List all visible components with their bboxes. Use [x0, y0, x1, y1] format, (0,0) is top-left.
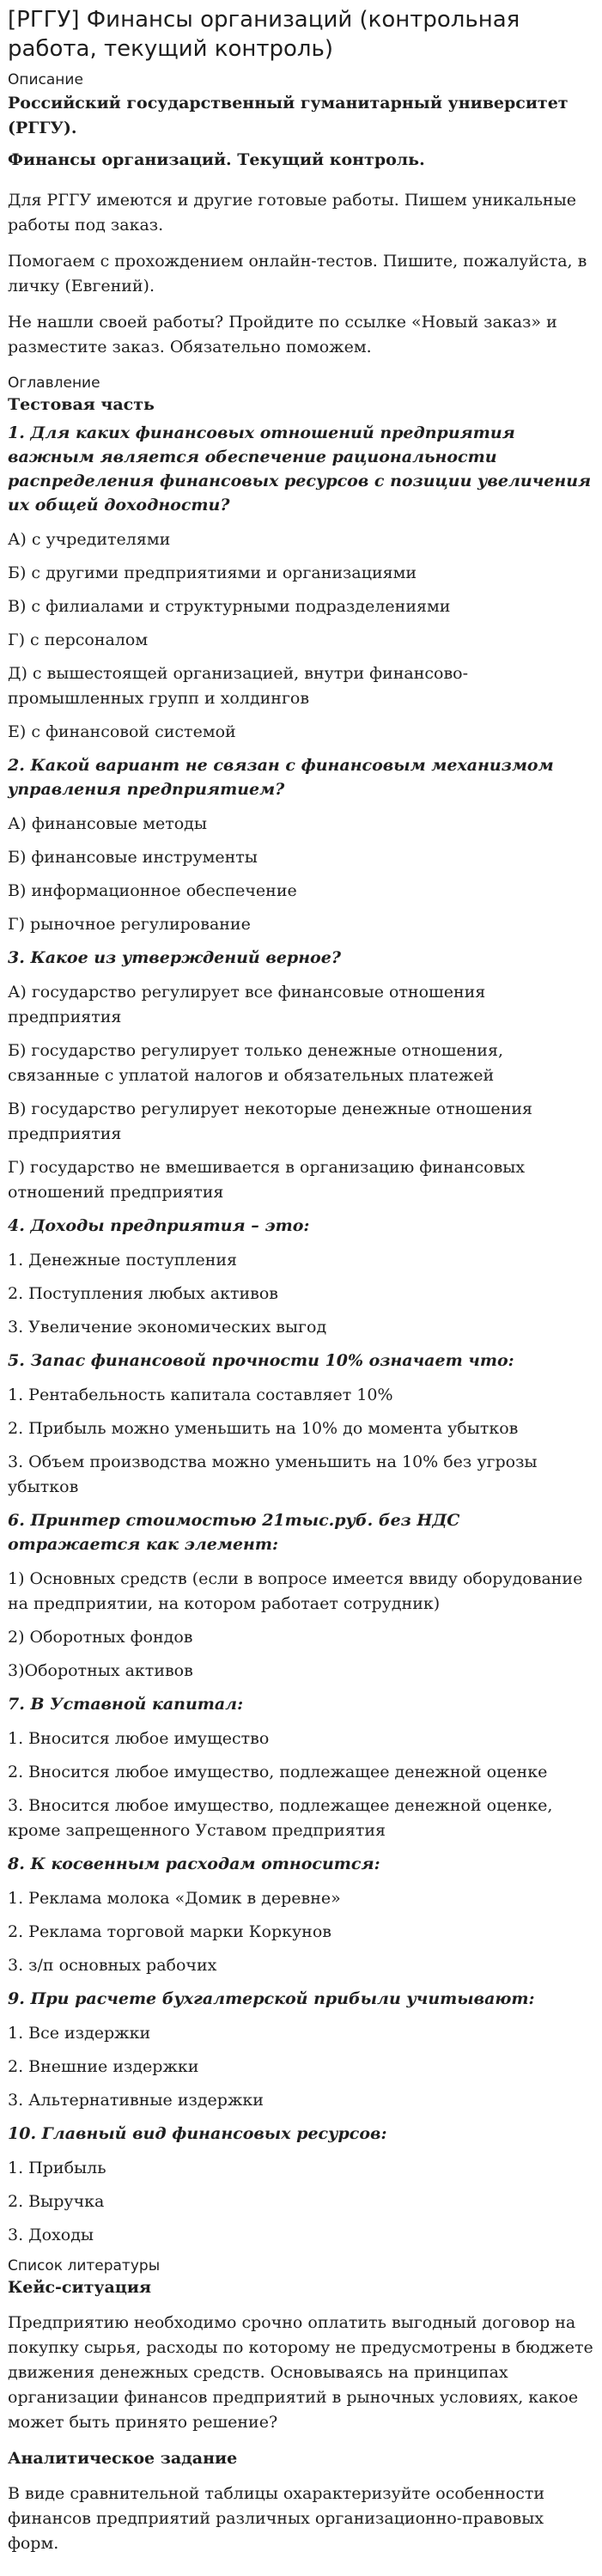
answer-option: 3. Увеличение экономических выгод — [8, 1318, 327, 1337]
answer-option: 2. Внешние издержки — [8, 2057, 199, 2076]
answer-option: Б) государство регулирует только денежные отношения, связанные с уплатой налогов и обязательных платежей — [8, 1041, 503, 1085]
answer-option: Б) с другими предприятиями и организациями — [8, 563, 417, 582]
answer-option: 1. Прибыль — [8, 2159, 106, 2177]
subject-line: Финансы организаций. Текущий контроль. — [8, 150, 425, 169]
answer-option: 3. Альтернативные издержки — [8, 2091, 264, 2110]
answer-option: 2. Поступления любых активов — [8, 1284, 278, 1303]
answer-option: А) с учредителями — [8, 530, 171, 549]
answer-option: А) государство регулирует все финансовые отношения предприятия — [8, 983, 486, 1026]
answer-option: Е) с финансовой системой — [8, 722, 236, 741]
answer-option: В) с филиалами и структурными подразделениями — [8, 597, 451, 616]
answer-option: Г) рыночное регулирование — [8, 915, 251, 934]
question-text: 8. К косвенным расходам относится: — [8, 1854, 380, 1873]
answer-option: 3. Доходы — [8, 2226, 94, 2244]
answer-option: Г) с персоналом — [8, 630, 149, 649]
answer-option: А) финансовые методы — [8, 814, 208, 833]
answer-option: Г) государство не вмешивается в организацию финансовых отношений предприятия — [8, 1158, 526, 1202]
page-title: [РГГУ] Финансы организаций (контрольная работа, текущий контроль) — [8, 7, 520, 62]
question-text: 2. Какой вариант не связан с финансовым механизмом управления предприятием? — [8, 756, 554, 799]
answer-option: 2) Оборотных фондов — [8, 1628, 193, 1647]
answer-option: 1. Все издержки — [8, 2024, 151, 2043]
university-line: Российский государственный гуманитарный университет (РГГУ). — [8, 94, 569, 137]
answer-option: Б) финансовые инструменты — [8, 848, 258, 867]
answer-option: 1. Денежные поступления — [8, 1251, 238, 1270]
answer-option: 2. Реклама торговой марки Коркунов — [8, 1922, 331, 1941]
answer-option: Д) с вышестоящей организацией, внутри финансово-промышленных групп и холдингов — [8, 664, 469, 708]
question-text: 3. Какое из утверждений верное? — [8, 948, 341, 967]
test-part-heading: Тестовая часть — [8, 395, 155, 414]
description-paragraph: Помогаем с прохождением онлайн-тестов. Пишите, пожалуйста, в личку (Евгений). — [8, 252, 587, 295]
question-text: 7. В Уставной капитал: — [8, 1695, 244, 1714]
description-paragraph: Для РГГУ имеются и другие готовые работы. Пишем уникальные работы под заказ. — [8, 191, 576, 234]
analytic-text: В виде сравнительной таблицы охарактеризуйте особенности финансов предприятий различных организационно-правовых форм. — [8, 2484, 545, 2553]
answer-option: 3. Объем производства можно уменьшить на 10% без угрозы убытков — [8, 1452, 538, 1496]
description-heading: Описание — [8, 71, 83, 88]
questions-list — [8, 421, 594, 2248]
question-text: 10. Главный вид финансовых ресурсов: — [8, 2124, 387, 2143]
description-paragraph: Не нашли своей работы? Пройдите по ссылке «Новый заказ» и разместите заказ. Обязательно поможем. — [8, 313, 557, 356]
answer-option: 2. Вносится любое имущество, подлежащее денежной оценке — [8, 1763, 548, 1781]
answer-option: 2. Прибыль можно уменьшить на 10% до момента убытков — [8, 1419, 519, 1438]
question-text: 1. Для каких финансовых отношений предприятия важным является обеспечение рациональности распределения финансовых ресурсов с позиции увеличения их общей доходности? — [8, 423, 592, 515]
answer-option: 1. Реклама молока «Домик в деревне» — [8, 1889, 341, 1908]
case-text: Предприятию необходимо срочно оплатить выгодный договор на покупку сырья, расходы по которому не предусмотрены в бюджете движения денежных средств. Основываясь на принципах организации финансов предприятий в рыночных условиях, какое может быть принято решение? — [8, 2313, 593, 2432]
case-heading: Кейс-ситуация — [8, 2278, 151, 2297]
question-text: 6. Принтер стоимостью 21тыс.руб. без НДС отражается как элемент: — [8, 1511, 460, 1554]
analytic-heading: Аналитическое задание — [8, 2449, 238, 2468]
answer-option: В) информационное обеспечение — [8, 881, 297, 900]
question-text: 5. Запас финансовой прочности 10% означает что: — [8, 1351, 514, 1370]
answer-option: 3. з/п основных рабочих — [8, 1956, 217, 1975]
answer-option: 1. Рентабельность капитала составляет 10% — [8, 1385, 393, 1404]
answer-option: 1) Основных средств (если в вопросе имеется ввиду оборудование на предприятии, на котором работает сотрудник) — [8, 1569, 583, 1613]
answer-option: В) государство регулирует некоторые денежные отношения предприятия — [8, 1099, 532, 1143]
answer-option: 1. Вносится любое имущество — [8, 1729, 270, 1748]
answer-option: 2. Выручка — [8, 2192, 105, 2211]
answer-option: 3)Оборотных активов — [8, 1661, 193, 1680]
question-text: 9. При расчете бухгалтерской прибыли учитывают: — [8, 1989, 535, 2008]
contents-heading: Оглавление — [8, 375, 100, 392]
answer-option: 3. Вносится любое имущество, подлежащее денежной оценке, кроме запрещенного Уставом предприятия — [8, 1796, 553, 1840]
question-text: 4. Доходы предприятия – это: — [8, 1216, 310, 1235]
references-heading: Список литературы — [8, 2257, 161, 2275]
